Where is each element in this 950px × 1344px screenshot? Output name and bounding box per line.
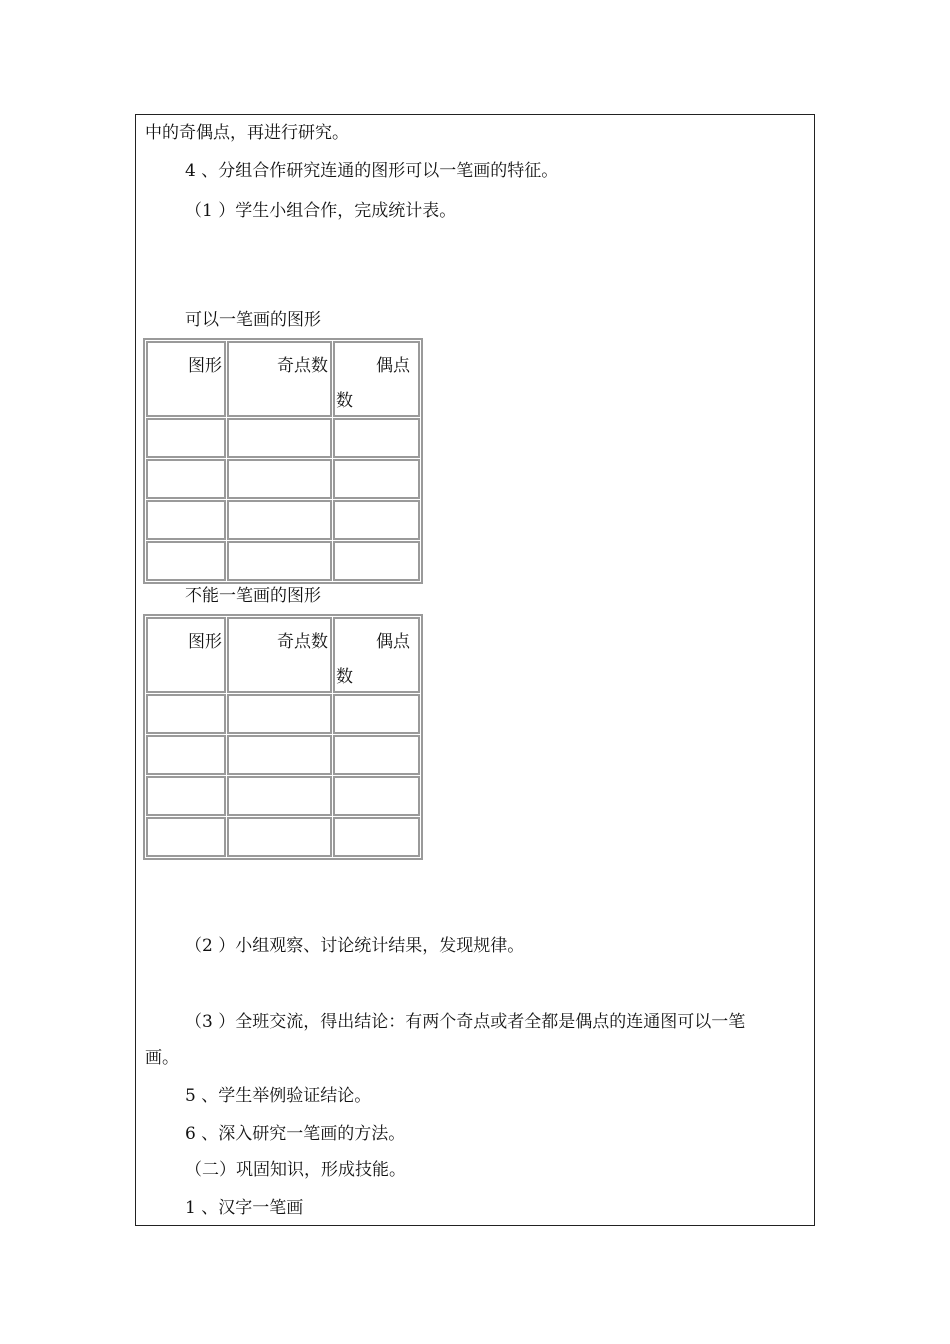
table-cell — [146, 541, 226, 581]
table-cell — [333, 500, 420, 540]
text-line: 1 、汉字一笔画 — [185, 1198, 304, 1218]
table-cell — [333, 694, 420, 734]
table-cell — [333, 776, 420, 816]
table-cell — [227, 418, 332, 458]
table-cell — [333, 817, 420, 857]
table-cell — [146, 735, 226, 775]
table-cell — [146, 694, 226, 734]
table-cell — [227, 694, 332, 734]
stats-table-can-draw: 图形 奇点数 偶点 数 — [143, 338, 423, 584]
text-line: （1 ）学生小组合作，完成统计表。 — [185, 201, 457, 221]
table-cell — [146, 776, 226, 816]
table-cell — [227, 459, 332, 499]
table-cell — [146, 459, 226, 499]
header-even-points: 偶点 — [376, 356, 410, 376]
table-cell — [227, 776, 332, 816]
text-line: （二）巩固知识，形成技能。 — [185, 1160, 406, 1180]
table-cell — [227, 735, 332, 775]
header-shape: 图形 — [188, 632, 222, 652]
table-caption: 不能一笔画的图形 — [185, 586, 321, 606]
text-line: 画。 — [145, 1048, 179, 1068]
text-line: 6 、深入研究一笔画的方法。 — [185, 1124, 406, 1144]
text-line: 4 、分组合作研究连通的图形可以一笔画的特征。 — [185, 161, 559, 181]
text-line: 中的奇偶点，再进行研究。 — [145, 123, 349, 143]
table-cell — [333, 735, 420, 775]
header-shape: 图形 — [188, 356, 222, 376]
table-cell — [146, 418, 226, 458]
table-caption: 可以一笔画的图形 — [185, 310, 321, 330]
table-cell — [333, 418, 420, 458]
table-cell — [333, 541, 420, 581]
text-line: 5 、学生举例验证结论。 — [185, 1086, 372, 1106]
table-cell — [227, 500, 332, 540]
stats-table-cannot-draw: 图形 奇点数 偶点 数 — [143, 614, 423, 860]
header-even-points: 偶点 — [376, 632, 410, 652]
header-odd-points: 奇点数 — [277, 356, 328, 376]
table-cell — [227, 817, 332, 857]
table-cell — [227, 541, 332, 581]
text-line: （3 ）全班交流，得出结论：有两个奇点或者全都是偶点的连通图可以一笔 — [185, 1012, 746, 1032]
header-odd-points: 奇点数 — [277, 632, 328, 652]
table-cell — [146, 500, 226, 540]
text-line: （2 ）小组观察、讨论统计结果，发现规律。 — [185, 936, 525, 956]
table-cell — [333, 459, 420, 499]
table-cell — [146, 817, 226, 857]
